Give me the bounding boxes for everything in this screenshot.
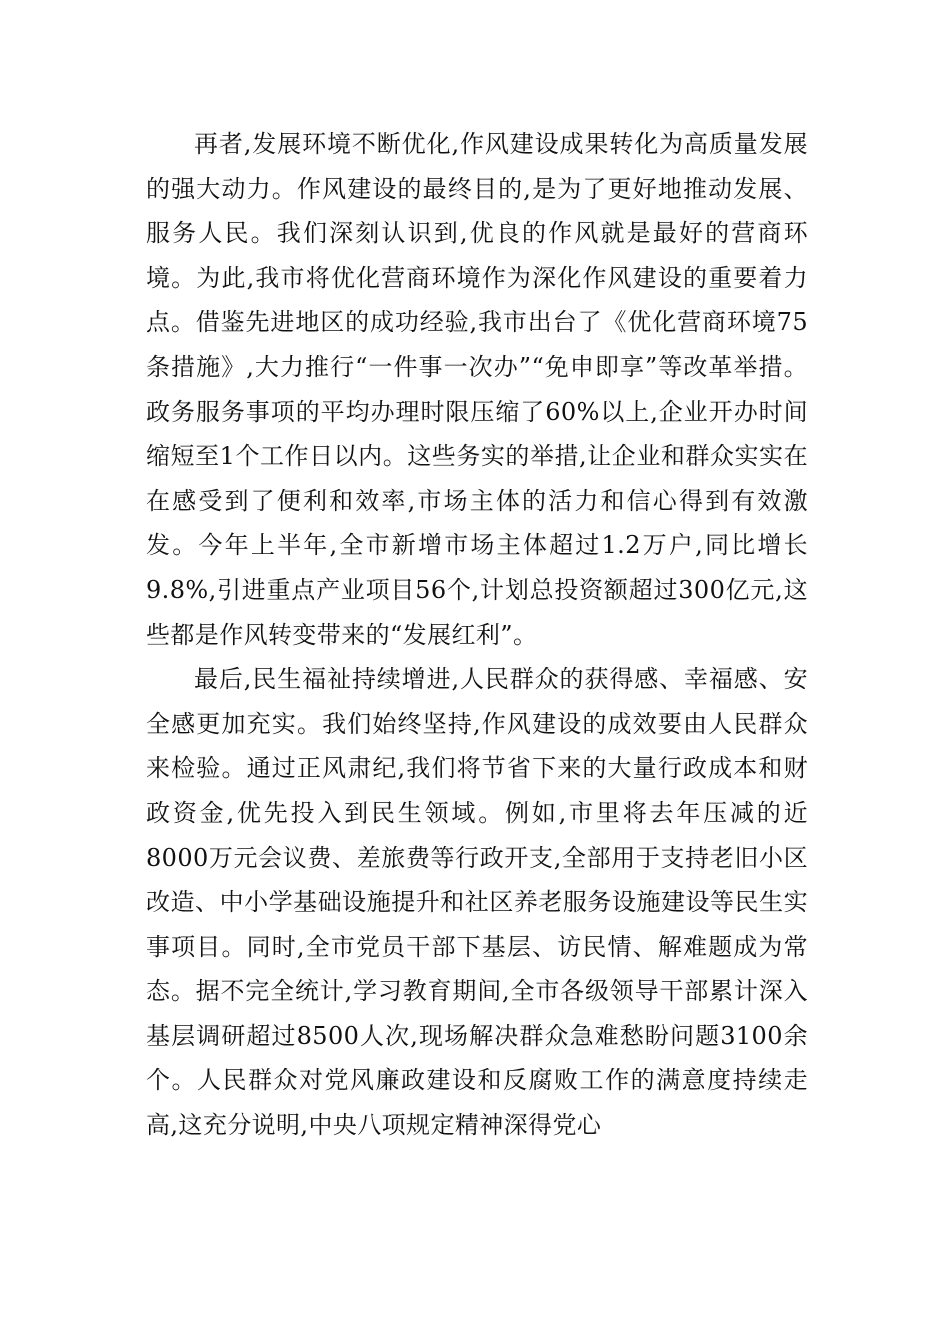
body-text xyxy=(146,122,808,1148)
paragraph-development-environment: 再者,发展环境不断优化,作风建设成果转化为高质量发展的强大动力。作风建设的最终目的,是为了更好地推动发展、服务人民。我们深刻认识到,优良的作风就是最好的营商环境。为此,我市将优化营商环境作为深化作风建设的重要着力点。借鉴先进地区的成功经验,我市出台了《优化营商环境75条措施》,大力推行“一件事一次办”“免申即享”等改革举措。政务服务事项的平均办理时限压缩了60%以上,企业开办时间缩短至1个工作日以内。这些务实的举措,让企业和群众实实在在感受到了便利和效率,市场主体的活力和信心得到有效激发。今年上半年,全市新增市场主体超过1.2万户,同比增长9.8%,引进重点产业项目56个,计划总投资额超过300亿元,这些都是作风转变带来的“发展红利”。 xyxy=(146,130,808,649)
paragraph-livelihood-wellbeing: 最后,民生福祉持续增进,人民群众的获得感、幸福感、安全感更加充实。我们始终坚持,作风建设的成效要由人民群众来检验。通过正风肃纪,我们将节省下来的大量行政成本和财政资金,优先投入到民生领域。例如,市里将去年压减的近8000万元会议费、差旅费等行政开支,全部用于支持老旧小区改造、中小学基础设施提升和社区养老服务设施建设等民生实事项目。同时,全市党员干部下基层、访民情、解难题成为常态。据不完全统计,学习教育期间,全市各级领导干部累计深入基层调研超过8500人次,现场解决群众急难愁盼问题3100余个。人民群众对党风廉政建设和反腐败工作的满意度持续走高,这充分说明,中央八项规定精神深得党心 xyxy=(146,665,808,1140)
